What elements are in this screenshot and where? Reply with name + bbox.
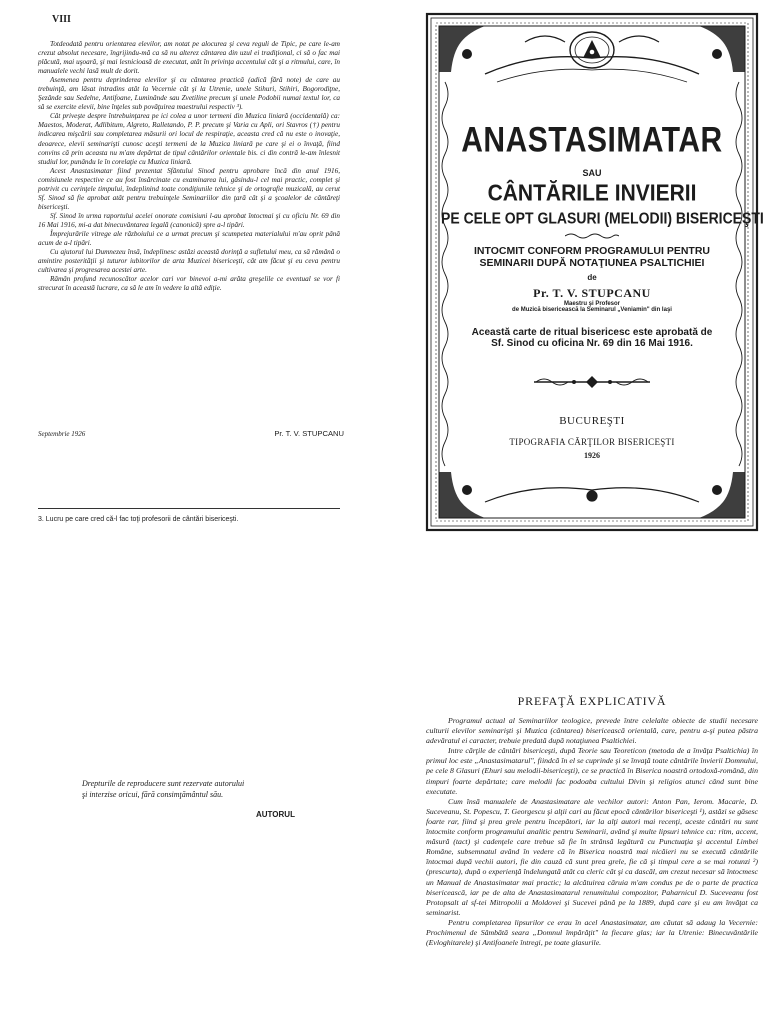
paragraph: Cum însă manualele de Anastasimatare ale vechilor autori: Anton Pan, Ierom. Macarie, D. Suceveanu, St. Popescu, T. Georgescu şi alţii cari au făcut epocă cântărilor bisericeşti ¹), astăzi se găsesc foarte rar, fiind şi prea grele pentru începători, iar la alţi autori mai recenţi, aceste cântări nu sunt întocmite conform programului analitic pentru Seminarii, având şi multe lipsuri tehnice ca: ritm, accent, măsură (tact) şi cadenţele care trebue să fie în strânsă legătură cu Punctuaţia şi accentul Limbei Române, subsemnatul având în vedere că în Biserica noastră mai nicăieri nu se execută cântările întocmai după vechii autori, fie din cauză că sunt prea grele, fie că şi timpul cere a se mai rotunzi ²) (prescurta), după o experienţă îndelungată atât ca cleric cât şi ca dascăl, am crezut necesar să întocmesc un Manual de Anastasimatar mai practic; la alcătuirea căruia m'am condus pe de o parte de practica bisericească, iar pe de alta de Anastasimatarul renumitului compozitor, Paharnicul D. Suceveanu fost Protopsalt al sf-tei Mitropolii a Moldovei şi Sucevei până pe la 1889, după care şi eu am învăţat ca seminarist. xyxy=(426,796,758,917)
rights-author: AUTORUL xyxy=(256,810,295,819)
paragraph: Programul actual al Seminariilor teologice, prevede între celelalte obiecte de studii necesare culturii elevilor seminarişti şi Muzica (cântarea) bisericească orientală, care, pentru a-şi putea păstra adevăratul ei caracter, trebuie predată după notaţiunea Psaltichiei. xyxy=(426,716,758,746)
year: 1926 xyxy=(584,451,600,460)
crest-icon xyxy=(485,32,699,82)
printer: TIPOGRAFIA CĂRŢILOR BISERICEŞTI xyxy=(509,437,675,447)
rights-notice xyxy=(82,778,312,800)
footnote: 3. Lucru pe care cred că-l fac toţi profesorii de cântări bisericeşti. xyxy=(38,516,239,523)
paragraph: Asemenea pentru deprinderea elevilor şi cu cântarea practică (adică fără note) de care au trebuinţă, am lăsat intradins atât la Vecernie cât şi la Utrenie, unele Stihuri, Stihiri, Bogorodiţne, Şezânde sau Sedelne, Antifoane, Luminânde sau Zvetiline precum şi unele Podobii numai textul lor, ca să se exercite elevii, bine înţeles sub povăţuirea maestrului respectiv ³). xyxy=(38,76,340,112)
rights-line: Drepturile de reproducere sunt rezervate autorului xyxy=(82,779,245,788)
title-page xyxy=(425,12,764,532)
page-number: VIII xyxy=(52,14,71,25)
bottom-ornament xyxy=(485,488,699,502)
paragraph: Pentru completarea lipsurilor ce erau în acel Anastasimatar, am căutat să adaug la Vecernie: Prochimenul de Sâmbătă seara „Domnul împărăţit" la fiecare glas; iar la Utrenie: Binecuvântările (Evloghitarele) şi Antifoanele întregi, pe toate glasurile. xyxy=(426,917,758,948)
author-name: Pr. T. V. STUPCANU xyxy=(533,286,651,300)
preface-continuation xyxy=(38,40,340,293)
author-role: de Muzică bisericească la Seminarul „Veniamin" din Iaşi xyxy=(512,307,672,313)
paragraph: Împrejurările vitrege ale războiului ce a urmat precum şi scumpetea materialului m'au oprit până acum de a-l tipări. xyxy=(38,229,340,248)
paragraph: Rămân profund recunoscător acelor cari vor binevoi a-mi arăta greşelile ce eventual se vor fi strecurat în această lucrare, ca să le am în vedere la altă ediţie. xyxy=(38,275,340,293)
divider-flourish-icon xyxy=(532,375,652,389)
book-subtitle-second: PE CELE OPT GLASURI (MELODII) BISERICEŞTI xyxy=(441,209,764,227)
date: Septembrie 1926 xyxy=(38,430,86,438)
author-role: Maestru şi Profesor xyxy=(563,301,621,307)
approval-line: Această carte de ritual bisericesc este aprobată de xyxy=(471,327,713,338)
approval-line: Sf. Sinod cu oficina Nr. 69 din 16 Mai 1916. xyxy=(491,338,693,349)
preface-body xyxy=(426,716,758,948)
footnote-divider xyxy=(38,508,340,509)
program-line: INTOCMIT CONFORM PROGRAMULUI PENTRU xyxy=(473,245,711,257)
program-line: SEMINARII DUPĂ NOTAŢIUNEA PSALTICHIEI xyxy=(479,257,705,269)
city: BUCUREŞTI xyxy=(559,415,625,427)
paragraph: Sf. Sinod în urma raportului acelei onorate comisiuni l-au aprobat întocmai şi cu oficiu Nr. 69 din 16 Mai 1916, mi-a dat binecuvântarea legală (canonică) spre a-l tipări. xyxy=(38,211,340,229)
paragraph: Totdeodată pentru orientarea elevilor, am notat pe alocurea şi ceva reguli de Tipic, pe care le-am crezut absolut necesare, îngrijindu-mă ca să nu alterez cântarea din uzul ei tradiţional, ci să o fac mai plăcută, mai uşoară, şi mai lesnicioasă de executat, atât în privinţa accentului cât şi a ritmului, care, în manualele vechi lasă mult de dorit. xyxy=(38,40,340,76)
rights-line: şi interzise oricui, fără consimţământul său. xyxy=(82,790,224,799)
book-subtitle: CÂNTĂRILE INVIERII xyxy=(487,180,697,207)
preface-title: PREFAŢĂ EXPLICATIVĂ xyxy=(517,694,667,708)
paragraph: Cât priveşte despre întrebuinţarea pe ici colea a unor termeni din Muzica liniară (occidentală) ca: Maestos, Moderat, Adlibitum, Algreto, Ralletando, P. P. precum şi Varia cu Apli, ori Stavros (†) pentru indicarea mişcării sau completarea măsurii ori locul de respiraţie, aceasta cred că nu este o inovaţie, deoarece, elevii seminarişti cunosc aceşti termeni de la Muzica liniară pe care şi ei o învaţă, fiind convins că prin aceasta nu m'am depărtat de tipul cântărilor orientale bis. ci din contră le-am înlesnit studiul lor, punându le în corelaţie cu Muzica liniară. xyxy=(38,112,340,166)
small-flourish-icon xyxy=(565,233,619,239)
paragraph: Intre cărţile de cântări bisericeşti, după Teorie sau Teoreticon (metoda de a învăţa Psaltichia) în primul loc este „Anastasimatarul", fiindcă în el se cuprinde şi se învaţă toate cântările învierii Domnului, pe cele 8 Glasuri (Ehuri sau melodii-bisericeşti), ce se practică în Biserica noastră ortodoxă-română, din timpuri foarte depărtate; care melodii fac podoaba cultului Divin şi religios atunci când sunt bine executate. xyxy=(426,746,758,796)
book-title: ANASTASIMATAR xyxy=(461,120,723,160)
title-conjunction: SAU xyxy=(582,168,602,178)
paragraph: Cu ajutorul lui Dumnezeu însă, îndeplinesc astăzi această dorinţă a sufletului meu, ca să rămână o amintire posterităţii şi tuturor iubitorilor de arta Muzicei bisericeşti, cât am făcut şi eu ceva pentru cultivarea şi progresarea acestei arte. xyxy=(38,248,340,275)
by-label: de xyxy=(587,273,597,282)
signature: Pr. T. V. STUPCANU xyxy=(274,429,344,438)
paragraph: Acest Anastasimatar fiind prezentat Sfântului Sinod pentru aprobare încă din anul 1916, comisiunele respective ce au fost însărcinate cu examinarea lui, găsindu-l cel mai practic, complet şi potrivit cu cerinţele timpului, îndeplinind toate condiţiunile tehnice şi de ortografie muzicală, au cerut Sf. Sinod să fie aprobat atât pentru trebuinţele Seminariilor din ţară cât şi a şcoalelor de cântăreţi bisericeşti. xyxy=(38,166,340,211)
